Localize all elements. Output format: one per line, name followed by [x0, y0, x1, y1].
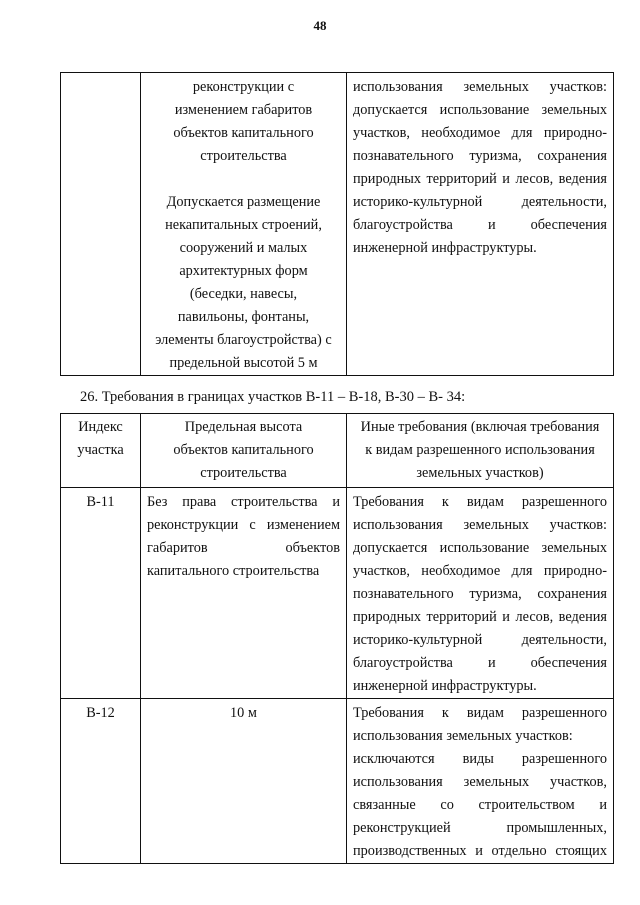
table-row	[61, 73, 614, 376]
text-line: участков, необходимое для природно-	[353, 563, 607, 579]
text-line: допускается использование земельных	[353, 102, 607, 118]
text-line: производственных и отдельно стоящих	[353, 843, 607, 859]
text-line: (беседки, навесы,	[189, 286, 298, 302]
text-line: архитектурных форм	[179, 263, 308, 279]
header-text: Иные требования (включая требования	[360, 419, 600, 435]
text-line: познавательного туризма, сохранения	[353, 586, 607, 602]
text-line: природных территорий и лесов, ведения	[353, 609, 607, 625]
header-text: земельных участков)	[416, 465, 544, 481]
text-line: допускается использование земельных	[353, 540, 607, 556]
index-cell	[61, 488, 141, 699]
text-line: историко-культурной деятельности,	[353, 632, 607, 648]
text-line: объектов капитального	[173, 125, 314, 141]
text-line: габаритов объектов	[147, 540, 340, 556]
index-value: В-12	[86, 705, 115, 721]
height-cell	[141, 73, 347, 376]
text-line: некапитальных строений,	[165, 217, 322, 233]
text-line: исключаются виды разрешенного	[353, 751, 607, 767]
height-cell	[141, 699, 347, 864]
text-line: участков, необходимое для природно-	[353, 125, 607, 141]
text-line: реконструкции с изменением	[147, 517, 340, 533]
text-line: использования земельных участков:	[353, 79, 607, 95]
text-line: историко-культурной деятельности,	[353, 194, 607, 210]
section-heading: 26. Требования в границах участков В-11 – В-18, В-30 – В- 34:	[80, 389, 466, 405]
text-line: познавательного туризма, сохранения	[353, 148, 607, 164]
header-height	[141, 414, 347, 488]
text-line: павильоны, фонтаны,	[177, 309, 310, 325]
height-cell	[141, 488, 347, 699]
index-value: В-11	[86, 494, 115, 510]
header-text: строительства	[200, 465, 287, 481]
header-text: объектов капитального	[173, 442, 314, 458]
text-line: природных территорий и лесов, ведения	[353, 171, 607, 187]
requirements-cell	[347, 699, 614, 864]
text-line: строительства	[200, 148, 287, 164]
text-line: реконструкции с	[192, 79, 295, 95]
text-line: реконструкцией промышленных,	[353, 820, 607, 836]
text-line: инженерной инфраструктуры.	[353, 678, 537, 694]
text-line: Требования к видам разрешенного	[353, 494, 607, 510]
continued-table	[60, 72, 614, 376]
text-line: благоустройства и обеспечения	[353, 655, 607, 671]
text-line: сооружений и малых	[179, 240, 308, 256]
text-line: Без права строительства и	[147, 494, 340, 510]
index-cell	[61, 73, 141, 376]
index-cell	[61, 699, 141, 864]
text-line: использования земельных участков:	[353, 517, 607, 533]
header-index	[61, 414, 141, 488]
requirements-table	[60, 413, 614, 864]
requirements-cell	[347, 73, 614, 376]
text-line: благоустройства и обеспечения	[353, 217, 607, 233]
table-row	[61, 488, 614, 699]
text-line: инженерной инфраструктуры.	[353, 240, 537, 256]
text-line: Требования к видам разрешенного	[353, 705, 607, 721]
page-number: 48	[313, 18, 327, 33]
text-line: Допускается размещение	[166, 194, 321, 210]
text-line: использования земельных участков,	[353, 774, 607, 790]
header-text: участка	[77, 442, 124, 458]
header-text: к видам разрешенного использования	[365, 442, 595, 458]
height-value: 10 м	[230, 705, 257, 721]
text-line: элементы благоустройства) с	[155, 332, 332, 348]
header-other	[347, 414, 614, 488]
text-line: связанные со строительством и	[353, 797, 607, 813]
header-text: Индекс	[78, 419, 123, 435]
requirements-cell	[347, 488, 614, 699]
text-line: предельной высотой 5 м	[169, 355, 318, 371]
table-row	[61, 699, 614, 864]
text-line: изменением габаритов	[174, 102, 313, 118]
text-line: использования земельных участков:	[353, 728, 573, 744]
header-text: Предельная высота	[184, 419, 303, 435]
header-row	[61, 414, 614, 488]
text-line: капитального строительства	[147, 563, 320, 579]
